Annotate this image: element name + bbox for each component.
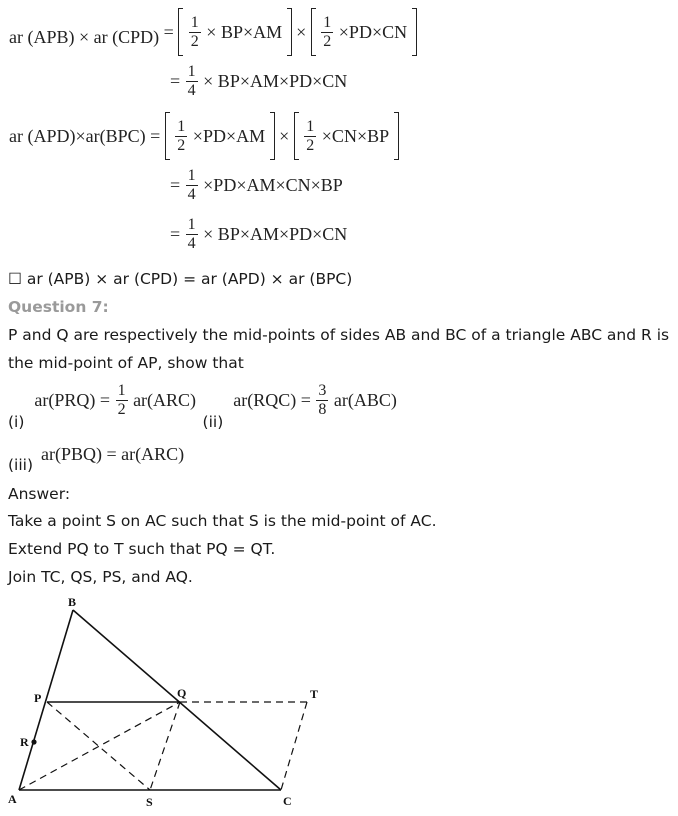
segment-tc <box>281 702 307 790</box>
part-i-label: (i) <box>8 412 25 431</box>
question-line-2: the mid-point of AP, show that <box>8 354 244 372</box>
part-ii-expression <box>233 382 397 418</box>
eq5-rest: × BP×AM×PD×CN <box>203 224 348 244</box>
eq5-fraction: $\frac{1}{4}$ <box>187 216 196 252</box>
answer-line-1: Take a point S on AC such that S is the mid-point of AC. <box>8 512 437 530</box>
eq1-right-bracket-2 <box>412 8 417 56</box>
eq3-left-bracket-2 <box>294 112 299 160</box>
eq1-fraction-1: $\frac{1}{2}$ <box>190 13 199 50</box>
label-t: T <box>310 687 319 701</box>
eq3-term-1: ×PD×AM <box>192 125 266 146</box>
answer-line-3: Join TC, QS, PS, and AQ. <box>8 568 193 586</box>
eq3-lhs: ar (APD)×ar(BPC) <box>9 125 146 146</box>
eq5-equals: = <box>170 224 181 244</box>
side-bc <box>73 610 281 790</box>
eq2-equals: = <box>170 71 181 91</box>
part-i-equals: = <box>99 390 111 410</box>
part-iii-expression: ar(PBQ) = ar(ARC) <box>41 444 185 464</box>
side-ab <box>19 610 73 790</box>
label-c: C <box>283 794 292 808</box>
eq2-rest: × BP×AM×PD×CN <box>203 71 348 91</box>
eq1-right-bracket <box>287 8 292 56</box>
eq1-term-1: × BP×AM <box>206 21 283 42</box>
eq3-right-bracket-2 <box>394 112 399 160</box>
eq3-term-2: ×CN×BP <box>321 125 390 146</box>
eq3-right-bracket <box>270 112 275 160</box>
part-i-expression <box>34 382 200 418</box>
equation-4 <box>170 168 343 203</box>
question-line-1: P and Q are respectively the mid-points of sides AB and BC of a triangle ABC and R is <box>8 326 670 344</box>
answer-label: Answer: <box>8 485 71 503</box>
part-i-lhs: ar(PRQ) <box>34 390 96 410</box>
parts-i-ii <box>8 382 397 431</box>
part-ii-label: (ii) <box>202 412 224 431</box>
label-q: Q <box>177 686 187 700</box>
eq4-equals: = <box>170 175 181 195</box>
part-ii-equals: = <box>300 390 311 410</box>
eq1-term-2: ×PD×CN <box>338 21 408 42</box>
part-ii-lhs: ar(RQC) <box>233 390 297 410</box>
answer-line-2: Extend PQ to T such that PQ = QT. <box>8 540 276 558</box>
equation-1 <box>9 8 417 56</box>
segment-qs <box>150 702 180 790</box>
eq3-times: × <box>279 125 290 146</box>
segment-aq <box>19 702 180 790</box>
eq3-fraction-2: $\frac{1}{2}$ <box>306 117 315 154</box>
part-iii <box>8 444 185 474</box>
eq1-lhs: ar (APB) × ar (CPD) <box>9 26 160 47</box>
eq1-left-bracket <box>178 8 183 56</box>
equation-2 <box>170 64 347 99</box>
part-ii-rhs: ar(ABC) <box>333 390 397 410</box>
eq3-left-bracket <box>165 112 170 160</box>
equation-3 <box>9 112 399 160</box>
eq1-equals: = <box>163 21 174 42</box>
question-title: Question 7: <box>8 298 109 316</box>
eq4-rest: ×PD×AM×CN×BP <box>203 175 343 195</box>
equation-5 <box>170 217 347 252</box>
part-i-rhs: ar(ARC) <box>133 390 197 410</box>
eq2-fraction: $\frac{1}{4}$ <box>187 63 196 99</box>
label-a: A <box>8 792 17 806</box>
label-r: R <box>20 735 29 749</box>
label-s: S <box>146 795 153 809</box>
part-iii-label: (iii) <box>8 456 34 474</box>
point-r-dot <box>31 739 36 744</box>
label-b: B <box>68 595 77 609</box>
geometry-figure <box>0 590 340 816</box>
eq1-left-bracket-2 <box>311 8 316 56</box>
eq1-times: × <box>296 21 307 42</box>
eq1-fraction-2: $\frac{1}{2}$ <box>323 13 332 50</box>
part-i-fraction: $\frac{1}{2}$ <box>117 382 126 418</box>
label-p: P <box>34 691 42 705</box>
eq3-equals: = <box>150 125 161 146</box>
eq3-fraction-1: $\frac{1}{2}$ <box>177 117 186 154</box>
conclusion-line: ☐ ar (APB) × ar (CPD) = ar (APD) × ar (BPC) <box>8 270 353 288</box>
eq4-fraction: $\frac{1}{4}$ <box>187 167 196 203</box>
part-ii-fraction: $\frac{3}{8}$ <box>318 382 327 418</box>
